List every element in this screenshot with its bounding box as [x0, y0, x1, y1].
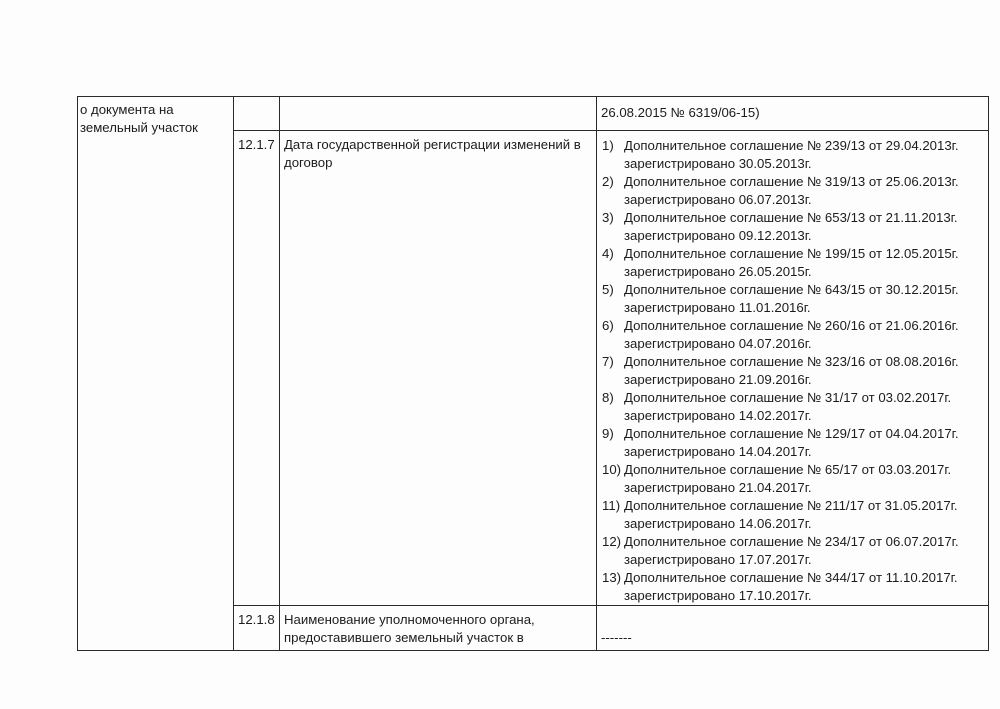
registration-text: зарегистрировано 04.07.2016г.: [624, 335, 812, 351]
list-item-number: 6): [602, 318, 614, 333]
column-divider-value: [596, 96, 597, 651]
agreement-text: Дополнительное соглашение № 319/13 от 25.06.2013г.: [624, 174, 959, 189]
table-top-border: [77, 96, 989, 97]
list-item: [602, 389, 987, 425]
registration-text: зарегистрировано 14.06.2017г.: [624, 515, 812, 531]
list-item-number: 3): [602, 210, 614, 225]
list-item-number: 4): [602, 246, 614, 261]
list-item-number: 13): [602, 570, 622, 585]
registration-text: зарегистрировано 09.12.2013г.: [624, 227, 812, 243]
agreement-text: Дополнительное соглашение № 129/17 от 04.04.2017г.: [624, 426, 959, 441]
list-item-number: 7): [602, 354, 614, 369]
list-item-number: 2): [602, 174, 614, 189]
list-item: [602, 137, 987, 173]
list-item: [602, 497, 987, 533]
registration-text: зарегистрировано 21.09.2016г.: [624, 371, 812, 387]
agreement-text: Дополнительное соглашение № 239/13 от 29.04.2013г.: [624, 138, 959, 153]
agreement-text: Дополнительное соглашение № 344/17 от 11.10.2017г.: [624, 570, 958, 585]
registration-text: зарегистрировано 11.01.2016г.: [624, 299, 811, 315]
registration-text: зарегистрировано 17.07.2017г.: [624, 551, 812, 567]
list-item: [602, 569, 987, 605]
row-divider-12-1-8: [233, 605, 989, 606]
agreement-text: Дополнительное соглашение № 323/16 от 08.08.2016г.: [624, 354, 959, 369]
agreement-text: Дополнительное соглашение № 260/16 от 21.06.2016г.: [624, 318, 959, 333]
list-item: [602, 281, 987, 317]
table-bottom-border: [77, 650, 989, 651]
section-title-line2: земельный участок: [80, 120, 198, 135]
list-item-number: 10): [602, 462, 622, 477]
row-label-12-1-7-line2: договор: [284, 155, 333, 170]
registration-text: зарегистрировано 30.05.2013г.: [624, 155, 812, 171]
list-item: [602, 461, 987, 497]
row-number-12-1-8: 12.1.8: [238, 612, 275, 627]
list-item-number: 12): [602, 534, 622, 549]
row-divider-12-1-7: [233, 130, 989, 131]
agreement-text: Дополнительное соглашение № 31/17 от 03.02.2017г.: [624, 390, 952, 405]
registration-text: зарегистрировано 06.07.2013г.: [624, 191, 812, 207]
registration-text: зарегистрировано 14.04.2017г.: [624, 443, 812, 459]
registration-changes-list: [602, 137, 987, 605]
list-item: [602, 533, 987, 569]
list-item: [602, 245, 987, 281]
agreement-text: Дополнительное соглашение № 234/17 от 06.07.2017г.: [624, 534, 959, 549]
list-item: [602, 425, 987, 461]
row-label-12-1-8-line1: Наименование уполномоченного органа,: [284, 612, 535, 627]
previous-row-value: 26.08.2015 № 6319/06-15): [601, 105, 760, 120]
list-item: [602, 317, 987, 353]
list-item: [602, 209, 987, 245]
list-item-number: 1): [602, 138, 614, 153]
agreement-text: Дополнительное соглашение № 643/15 от 30.12.2015г.: [624, 282, 959, 297]
section-title-line1: о документа на: [80, 102, 174, 117]
table-left-border: [77, 96, 78, 651]
agreement-text: Дополнительное соглашение № 199/15 от 12.05.2015г.: [624, 246, 959, 261]
agreement-text: Дополнительное соглашение № 211/17 от 31.05.2017г.: [624, 498, 958, 513]
list-item: [602, 353, 987, 389]
table-right-border: [988, 96, 989, 651]
agreement-text: Дополнительное соглашение № 65/17 от 03.03.2017г.: [624, 462, 952, 477]
list-item: [602, 173, 987, 209]
agreement-text: Дополнительное соглашение № 653/13 от 21.11.2013г.: [624, 210, 958, 225]
registration-text: зарегистрировано 14.02.2017г.: [624, 407, 812, 423]
column-divider-number: [279, 96, 280, 651]
row-number-12-1-7: 12.1.7: [238, 137, 275, 152]
list-item-number: 9): [602, 426, 614, 441]
registration-text: зарегистрировано 26.05.2015г.: [624, 263, 812, 279]
row-label-12-1-7-line1: Дата государственной регистрации изменений в: [284, 137, 581, 152]
registration-text: зарегистрировано 21.04.2017г.: [624, 479, 812, 495]
list-item-number: 5): [602, 282, 614, 297]
column-divider-section: [233, 96, 234, 651]
list-item-number: 11): [602, 498, 621, 513]
row-label-12-1-8-line2: предоставившего земельный участок в: [284, 630, 524, 645]
row-value-12-1-8: -------: [601, 630, 632, 645]
registration-text: зарегистрировано 17.10.2017г.: [624, 587, 812, 603]
list-item-number: 8): [602, 390, 614, 405]
